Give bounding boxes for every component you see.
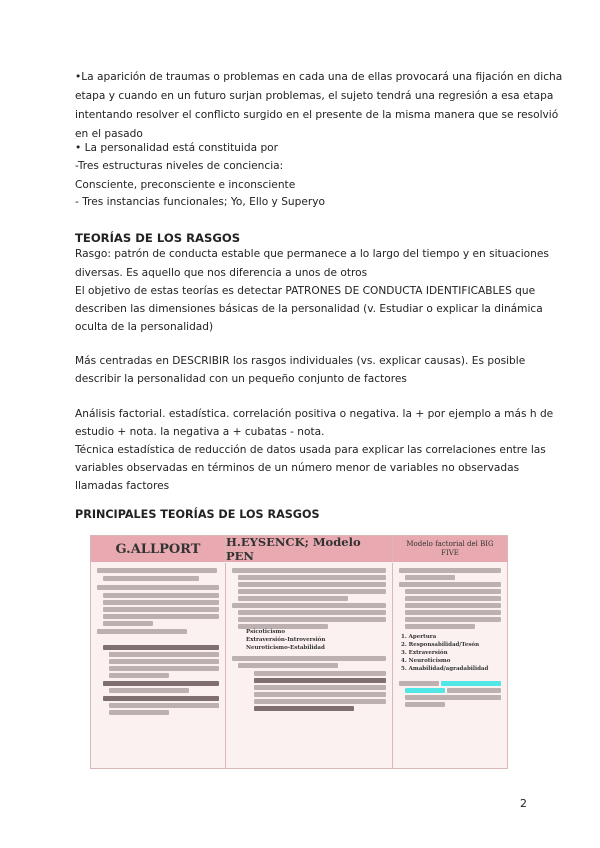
highlighted-text-line (405, 688, 445, 693)
body-line: El objetivo de estas teorías es detectar PATRONES DE CONDUCTA IDENTIFICABLES que (75, 285, 536, 297)
factor-label: Psicoticismo (246, 629, 285, 635)
text-line (405, 624, 475, 629)
paragraph-line: - Tres instancias funcionales; Yo, Ello y Superyo (75, 196, 325, 208)
text-line (405, 575, 455, 580)
table-header-bigfive: Modelo factorial del BIG FIVE (393, 536, 507, 562)
text-line (103, 614, 219, 619)
body-line: llamadas factores (75, 480, 170, 492)
paragraph-line: en el pasado (75, 128, 143, 140)
text-line (254, 699, 386, 704)
table-column-eysenck (226, 563, 393, 768)
highlighted-text-line (441, 681, 501, 686)
text-line (405, 610, 501, 615)
section-heading: TEORÍAS DE LOS RASGOS (75, 231, 241, 245)
text-line (405, 589, 501, 594)
text-line (97, 585, 219, 590)
text-line (103, 576, 199, 581)
text-line (405, 603, 501, 608)
paragraph-line: Consciente, preconsciente e inconsciente (75, 179, 296, 191)
text-line (232, 568, 386, 573)
text-line (232, 603, 386, 608)
body-line: Más centradas en DESCRIBIR los rasgos individuales (vs. explicar causas). Es posible (75, 355, 526, 367)
factor-label: 5. Amabilidad/agradabilidad (401, 666, 489, 672)
text-line (399, 681, 439, 686)
factor-label: Neuroticismo-Estabilidad (246, 645, 325, 651)
text-line (103, 600, 219, 605)
text-line (232, 656, 386, 661)
theories-table-image (90, 535, 508, 769)
factor-label: 3. Extraversión (401, 650, 448, 656)
text-line (254, 706, 354, 711)
body-line: describen las dimensiones básicas de la personalidad (v. Estudiar o explicar la dinámica (75, 303, 543, 315)
text-line (103, 593, 219, 598)
text-line (103, 621, 153, 626)
text-line (109, 652, 219, 657)
text-line (238, 575, 386, 580)
text-line (103, 696, 219, 701)
text-line (405, 596, 501, 601)
body-line: Técnica estadística de reducción de datos usada para explicar las correlaciones entre las (75, 444, 546, 456)
body-line: Rasgo: patrón de conducta estable que permanece a lo largo del tiempo y en situaciones (75, 248, 549, 260)
factor-label: 4. Neuroticismo (401, 658, 451, 664)
body-line: estudio + nota. la negativa a + cubatas - nota. (75, 426, 325, 438)
text-line (103, 681, 219, 686)
text-line (109, 666, 219, 671)
paragraph-line: intentando resolver el conflicto surgido en el presente de la misma manera que se resolvió (75, 109, 559, 121)
text-line (103, 645, 219, 650)
paragraph-line: etapa y cuando en un futuro surjan problemas, el sujeto tendrá una regresión a esa etapa (75, 90, 554, 102)
text-line (109, 688, 189, 693)
table-column-allport (91, 563, 226, 768)
text-line (254, 671, 386, 676)
text-line (399, 582, 501, 587)
text-line (238, 582, 386, 587)
text-line (109, 703, 219, 708)
text-line (399, 568, 501, 573)
table-header-eysenck: H.EYSENCK; Modelo PEN (226, 536, 393, 562)
text-line (447, 688, 501, 693)
factor-label: 1. Apertura (401, 634, 437, 640)
paragraph-line: •La aparición de traumas o problemas en cada una de ellas provocará una fijación en dicha (75, 71, 563, 83)
text-line (405, 702, 445, 707)
text-line (238, 610, 386, 615)
table-header-allport: G.ALLPORT (91, 536, 226, 562)
text-line (97, 629, 187, 634)
body-line: oculta de la personalidad) (75, 321, 214, 333)
text-line (405, 617, 501, 622)
page-number: 2 (520, 797, 527, 810)
text-line (238, 589, 386, 594)
text-line (103, 607, 219, 612)
body-line: diversas. Es aquello que nos diferencia a unos de otros (75, 267, 368, 279)
factor-label: Extraversión-Introversión (246, 637, 326, 643)
table-column-bigfive (393, 563, 507, 768)
body-line: variables observadas en términos de un número menor de variables no observadas (75, 462, 520, 474)
text-line (109, 673, 169, 678)
text-line (254, 678, 386, 683)
paragraph-line: -Tres estructuras niveles de conciencia: (75, 160, 284, 172)
text-line (254, 692, 386, 697)
text-line (405, 695, 501, 700)
body-line: describir la personalidad con un pequeño conjunto de factores (75, 373, 407, 385)
body-line: Análisis factorial. estadística. correlación positiva o negativa. la + por ejemplo a más h de (75, 408, 554, 420)
text-line (109, 710, 169, 715)
text-line (238, 596, 348, 601)
text-line (238, 663, 338, 668)
text-line (238, 617, 386, 622)
text-line (109, 659, 219, 664)
section-heading: PRINCIPALES TEORÍAS DE LOS RASGOS (75, 508, 320, 521)
text-line (97, 568, 217, 573)
factor-label: 2. Responsabilidad/Tesón (401, 642, 480, 648)
text-line (254, 685, 386, 690)
paragraph-line: • La personalidad está constituida por (75, 142, 279, 154)
